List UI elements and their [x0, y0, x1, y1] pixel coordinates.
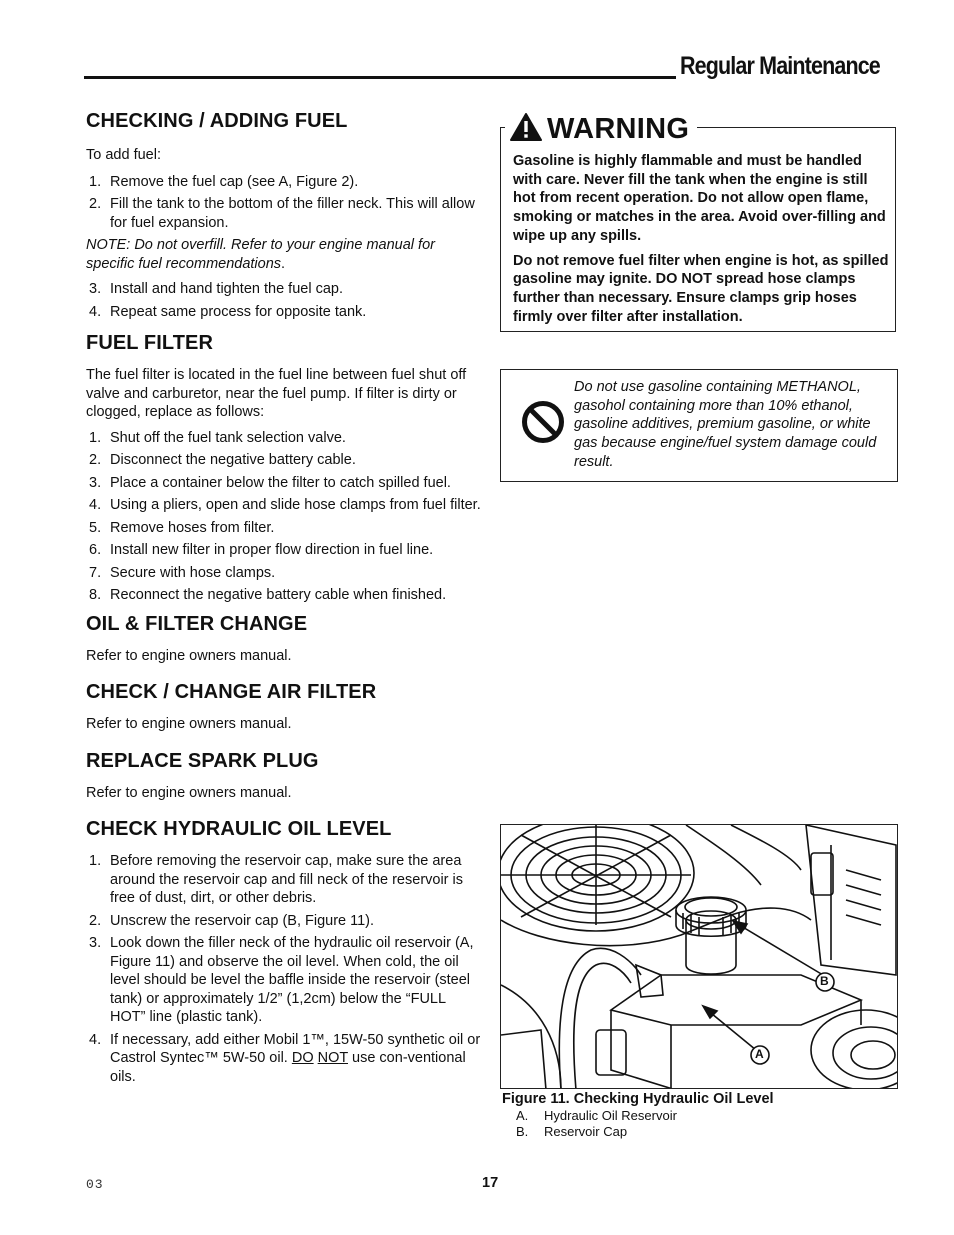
heading-spark-plug: REPLACE SPARK PLUG: [86, 749, 319, 772]
list-item: 8. Reconnect the negative battery cable when finished.: [89, 587, 447, 603]
heading-checking-adding-fuel: CHECKING / ADDING FUEL: [86, 110, 348, 132]
list-item: 7. Secure with hose clamps.: [89, 564, 276, 581]
oil-filter-text: Refer to engine owners manual.: [86, 647, 292, 664]
warning-paragraph: Do not remove fuel filter when engine is hot, as spilled gasoline may ignite. DO NOT spread hose clamps further than necessary. Ensure clamps grip hoses firmly over filter after installation.: [513, 252, 889, 325]
header-rule: [84, 76, 676, 79]
legend-item: A. Hydraulic Oil Reservoir: [516, 1108, 677, 1123]
list-item: 2. Disconnect the negative battery cable.: [89, 452, 356, 468]
list-item: 6. Install new filter in proper flow direction in fuel line.: [89, 542, 434, 558]
list-item: 5. Remove hoses from filter.: [89, 519, 275, 536]
list-item: 1. Shut off the fuel tank selection valve.: [89, 429, 346, 446]
list-item: 3. Look down the filler neck of the hydraulic oil reservoir (A, Figure 11) and observe the oil level. When cold, the oil level should be level the baffle inside the reservoir (steel tank) or approximately 1/2” (1,2cm) below the “FULL HOT” line (plastic tank).: [89, 935, 474, 1025]
fuel-intro: To add fuel:: [86, 147, 161, 163]
figure-legend: [516, 1108, 677, 1140]
warning-paragraph: Gasoline is highly flammable and must be handled with care. Never fill the tank when the engine is still hot from recent operation. Do not allow open flame, smoking or matches in the area. Avoid over-filling and wipe up any spills.: [513, 153, 886, 244]
list-item: 4. Using a pliers, open and slide hose clamps from fuel filter.: [89, 497, 481, 513]
warning-title: WARNING: [547, 113, 690, 145]
fuel-note: NOTE: Do not overfill. Refer to your engine manual for specific fuel recommendations.: [86, 237, 435, 272]
caution-text: Do not use gasoline containing METHANOL, gasohol containing more than 10% ethanol, gasoline additives, premium gasoline, or white gas because engine/fuel system damage could result.: [574, 379, 877, 470]
fuel-filter-intro: The fuel filter is located in the fuel line between fuel shut off valve and carburetor, near the fuel pump. If filter is dirty or clogged, replace as follows:: [86, 367, 467, 420]
section-fuel-filter: [86, 330, 482, 605]
warning-triangle-icon: [509, 112, 543, 147]
section-air-filter: [86, 679, 482, 734]
heading-air-filter: CHECK / CHANGE AIR FILTER: [86, 681, 377, 703]
list-item: 2. Fill the tank to the bottom of the filler neck. This will allow for fuel expansion.: [89, 196, 475, 231]
left-column: [86, 108, 482, 1090]
list-item: 3. Place a container below the filter to catch spilled fuel.: [89, 474, 451, 491]
legend-item: B. Reservoir Cap: [516, 1124, 628, 1139]
list-item: 1. Remove the fuel cap (see A, Figure 2).: [89, 173, 359, 190]
fuel-filter-steps-list: [86, 429, 482, 605]
section-oil-filter-change: [86, 611, 482, 666]
section-spark-plug: [86, 748, 482, 803]
hydraulic-steps-list: [86, 852, 482, 1086]
engine-illustration: [501, 825, 898, 1089]
list-item: 4. If necessary, add either Mobil 1™, 15W-50 synthetic oil or Castrol Syntec™ 5W-50 oil. DO NOT use con-ventional oils.: [89, 1031, 481, 1085]
section-title: Regular Maintenance: [680, 52, 880, 80]
warning-header: [505, 112, 697, 147]
air-filter-text: Refer to engine owners manual.: [86, 716, 292, 732]
spark-plug-text: Refer to engine owners manual.: [86, 784, 292, 801]
figure-caption: Figure 11. Checking Hydraulic Oil Level: [502, 1091, 774, 1107]
section-hydraulic-oil: [86, 816, 482, 1086]
list-item: 1. Before removing the reservoir cap, make sure the area around the reservoir cap and fill neck of the reservoir is free of dust, dirt, or other debris.: [89, 853, 464, 906]
callout-b-label: B: [820, 974, 829, 988]
warning-body: [513, 152, 891, 332]
list-item: 2. Unscrew the reservoir cap (B, Figure 11).: [89, 912, 375, 929]
heading-oil-filter-change: OIL & FILTER CHANGE: [86, 612, 308, 635]
footer-code: 03: [86, 1177, 104, 1192]
hydraulic-reservoir-illustration: [500, 824, 898, 1089]
fuel-steps-list-continued: [86, 280, 482, 321]
heading-hydraulic-oil: CHECK HYDRAULIC OIL LEVEL: [86, 818, 392, 840]
list-item: 3. Install and hand tighten the fuel cap.: [89, 281, 343, 297]
fuel-steps-list: [86, 173, 482, 233]
prohibited-icon: [521, 400, 565, 444]
heading-fuel-filter: FUEL FILTER: [86, 332, 214, 354]
list-item: 4. Repeat same process for opposite tank.: [89, 303, 367, 320]
page-number: 17: [482, 1175, 499, 1191]
callout-a-label: A: [755, 1047, 764, 1061]
